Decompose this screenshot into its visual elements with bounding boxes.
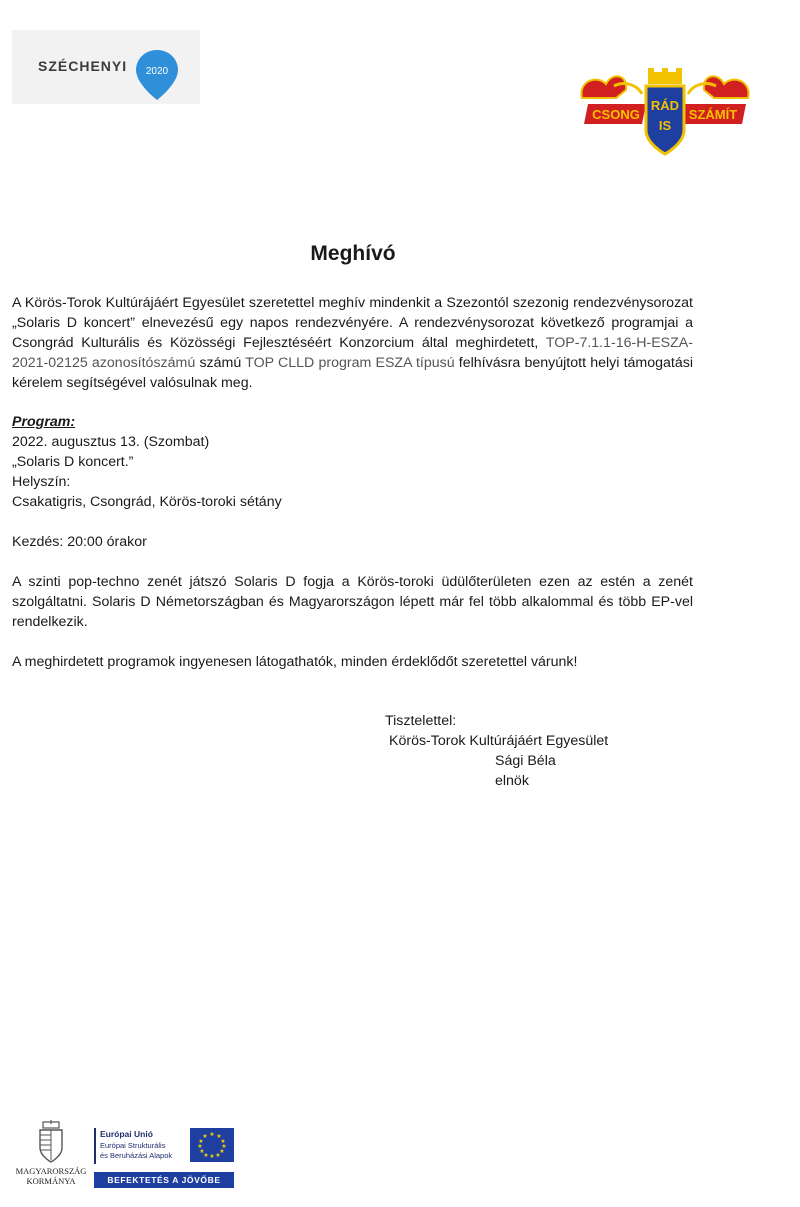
program-heading: Program: <box>12 414 76 430</box>
intro-part1: A Körös-Torok Kultúrájáért Egyesület szeretettel meghív mindenkit a Szezontól szezonig rendezvénysorozat „Solaris D koncert” elnevezésű egy napos rendezvényére. A rendezvénysorozat következő programjai a Csongrád Kulturális és Közösségi Fejlesztéséért Konzorcium által meghirdetett, <box>12 295 693 351</box>
svg-text:★: ★ <box>221 1143 227 1150</box>
szechenyi-logo-text: SZÉCHENYI <box>38 58 128 74</box>
svg-text:★: ★ <box>197 1143 203 1150</box>
svg-text:★: ★ <box>198 1138 204 1145</box>
szechenyi-year: 2020 <box>145 66 169 77</box>
svg-text:★: ★ <box>203 1152 209 1159</box>
csongrad-logo-middle-bottom: IS <box>658 118 672 133</box>
csongrad-logo-right: SZÁMÍT <box>688 107 738 122</box>
hu-gov-line1: MAGYARORSZÁG <box>15 1166 87 1176</box>
svg-text:★: ★ <box>216 1133 222 1140</box>
szechenyi-2020-logo <box>12 30 200 104</box>
hungarian-government-logo <box>12 1120 90 1190</box>
svg-text:★: ★ <box>219 1148 225 1155</box>
eu-title: Európai Unió <box>100 1129 153 1139</box>
eu-divider <box>94 1128 96 1164</box>
intro-code: TOP-7.1.1-16-H-ESZA-2021-02125 azonosítószámú <box>12 335 693 371</box>
svg-text:★: ★ <box>199 1148 205 1155</box>
signature-name: Sági Béla <box>495 753 556 769</box>
intro-part3: felhívásra benyújtott helyi támogatási kérelem segítségével valósulnak meg. <box>12 355 693 391</box>
program-location-label: Helyszín: <box>12 474 71 490</box>
intro-program-name: TOP CLLD program ESZA típusú <box>245 355 455 371</box>
signature-role: elnök <box>495 773 529 789</box>
csongrad-logo-middle-top: RÁD <box>650 98 680 113</box>
eu-funds-logo <box>94 1128 236 1190</box>
signature-organization: Körös-Torok Kultúrájáért Egyesület <box>389 733 609 749</box>
signature-greeting: Tisztelettel: <box>385 713 457 729</box>
closing-note: A meghirdetett programok ingyenesen látogathatók, minden érdeklődőt szeretettel várunk! <box>12 654 578 670</box>
page-title: Meghívó <box>310 242 396 265</box>
program-date: 2022. augusztus 13. (Szombat) <box>12 434 210 450</box>
intro-paragraph <box>12 293 693 393</box>
program-location: Csakatigris, Csongrád, Körös-toroki sétány <box>12 494 282 510</box>
program-start: Kezdés: 20:00 órakor <box>12 534 147 550</box>
hu-gov-line2: KORMÁNYA <box>26 1176 76 1186</box>
svg-text:★: ★ <box>220 1138 226 1145</box>
svg-text:★: ★ <box>202 1133 208 1140</box>
svg-text:★: ★ <box>215 1152 221 1159</box>
location-pin-icon <box>134 48 180 102</box>
eu-banner: BEFEKTETÉS A JÖVŐBE <box>94 1172 234 1188</box>
csongrad-szamit-logo <box>576 68 754 158</box>
intro-part2: számú <box>195 355 246 371</box>
svg-text:★: ★ <box>209 1153 215 1160</box>
eu-line1: Európai Strukturális <box>100 1141 166 1150</box>
eu-line2: és Beruházási Alapok <box>100 1151 173 1160</box>
description-paragraph: A szinti pop-techno zenét játszó Solaris D fogja a Körös-toroki üdülőterületen ezen az estén a zenét szolgáltatni. Solaris D Németországban és Magyarországon lépett már fel több alkalommal és több EP-vel rendelkezik. <box>12 574 693 630</box>
coat-of-arms-icon <box>12 1120 90 1166</box>
program-event: „Solaris D koncert.” <box>12 454 134 470</box>
csongrad-logo-left: CSONG <box>592 107 640 122</box>
eu-flag-icon <box>190 1128 234 1162</box>
svg-text:★: ★ <box>209 1131 215 1138</box>
